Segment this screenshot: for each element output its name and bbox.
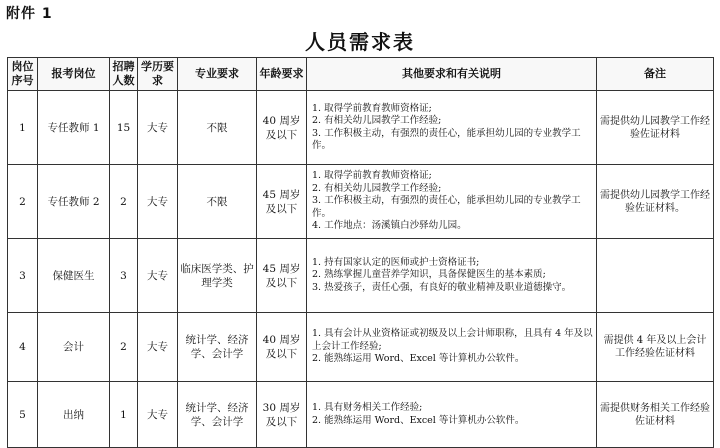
cell-age: 40 周岁及以下 [257, 313, 307, 382]
table-row [8, 165, 714, 239]
requirement-line: 2. 熟练掌握儿童营养学知识，具备保健医生的基本素质; [312, 269, 546, 281]
header-other: 其他要求和有关说明 [307, 58, 597, 91]
cell-no: 1 [8, 91, 38, 165]
requirement-line: 3. 工作积极主动，有强烈的责任心，能承担幼儿园的专业教学工作。 [312, 195, 581, 219]
requirement-line: 2. 能熟练运用 Word、Excel 等计算机办公软件。 [312, 353, 525, 365]
cell-post: 出纳 [38, 382, 110, 448]
cell-count: 1 [110, 382, 138, 448]
page-title: 人员需求表 [305, 30, 415, 54]
requirement-line: 1. 取得学前教育教师资格证; [312, 170, 432, 182]
requirement-line: 1. 具有会计从业资格证或初级及以上会计师职称，且具有 4 年及以上会计工作经验; [312, 328, 593, 352]
cell-remark: 需提供财务相关工作经验佐证材料 [597, 382, 714, 448]
cell-post: 专任教师 1 [38, 91, 110, 165]
cell-requirements [307, 91, 597, 165]
cell-remark: 需提供幼儿园教学工作经验佐证材料 [597, 91, 714, 165]
recruitment-table [7, 57, 714, 448]
table-header-row [8, 58, 714, 91]
cell-no: 3 [8, 239, 38, 313]
requirement-line: 4. 工作地点：汤溪镇白沙驿幼儿园。 [312, 220, 467, 232]
cell-education: 大专 [138, 91, 178, 165]
cell-remark: 需提供 4 年及以上会计工作经验佐证材料 [597, 313, 714, 382]
requirement-line: 2. 能熟练运用 Word、Excel 等计算机办公软件。 [312, 414, 525, 426]
cell-education: 大专 [138, 313, 178, 382]
cell-post: 专任教师 2 [38, 165, 110, 239]
cell-count: 15 [110, 91, 138, 165]
requirement-line: 2. 有相关幼儿园教学工作经验; [312, 182, 442, 194]
header-post-no: 岗位序号 [8, 58, 38, 91]
header-education: 学历要求 [138, 58, 178, 91]
cell-age: 40 周岁及以下 [257, 91, 307, 165]
header-count: 招聘人数 [110, 58, 138, 91]
cell-remark [597, 239, 714, 313]
cell-age: 45 周岁及以下 [257, 239, 307, 313]
requirement-line: 3. 热爱孩子，责任心强，有良好的敬业精神及职业道德操守。 [312, 281, 572, 293]
cell-no: 2 [8, 165, 38, 239]
requirement-line: 3. 工作积极主动，有强烈的责任心，能承担幼儿园的专业教学工作。 [312, 127, 581, 151]
cell-education: 大专 [138, 239, 178, 313]
cell-major: 不限 [178, 165, 257, 239]
cell-education: 大专 [138, 382, 178, 448]
cell-major: 不限 [178, 91, 257, 165]
cell-count: 2 [110, 313, 138, 382]
cell-requirements [307, 313, 597, 382]
table-row [8, 239, 714, 313]
cell-no: 5 [8, 382, 38, 448]
table-row [8, 382, 714, 448]
header-age: 年龄要求 [257, 58, 307, 91]
cell-age: 45 周岁及以下 [257, 165, 307, 239]
cell-requirements [307, 382, 597, 448]
cell-count: 2 [110, 165, 138, 239]
cell-remark: 需提供幼儿园教学工作经验佐证材料。 [597, 165, 714, 239]
header-major: 专业要求 [178, 58, 257, 91]
requirement-line: 1. 取得学前教育教师资格证; [312, 102, 432, 114]
requirement-line: 1. 具有财务相关工作经验; [312, 402, 423, 413]
cell-post: 保健医生 [38, 239, 110, 313]
cell-requirements [307, 239, 597, 313]
cell-requirements [307, 165, 597, 239]
requirement-line: 2. 有相关幼儿园教学工作经验; [312, 115, 442, 126]
table-row [8, 91, 714, 165]
cell-age: 30 周岁及以下 [257, 382, 307, 448]
header-remark: 备注 [597, 58, 714, 91]
table-row [8, 313, 714, 382]
cell-major: 统计学、经济学、会计学 [178, 313, 257, 382]
cell-no: 4 [8, 313, 38, 382]
cell-count: 3 [110, 239, 138, 313]
cell-major: 临床医学类、护理学类 [178, 239, 257, 313]
cell-post: 会计 [38, 313, 110, 382]
header-post-name: 报考岗位 [38, 58, 110, 91]
cell-education: 大专 [138, 165, 178, 239]
requirement-line: 1. 持有国家认定的医师或护士资格证书; [312, 256, 480, 268]
cell-major: 统计学、经济学、会计学 [178, 382, 257, 448]
attachment-label: 附件 1 [6, 6, 53, 22]
